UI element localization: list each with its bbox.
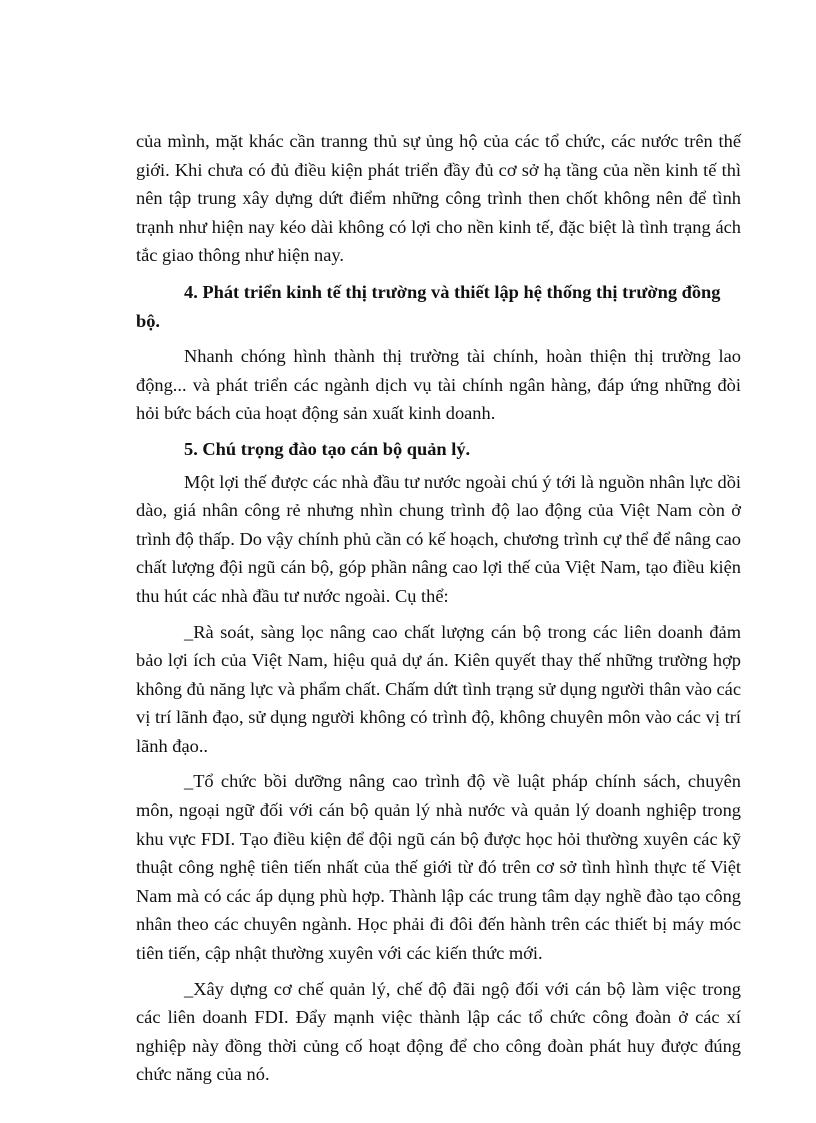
section-heading-4: 4. Phát triển kinh tế thị trường và thiết lập hệ thống thị trường đồng bộ. [136, 281, 721, 331]
bullet-review-staff: _Rà soát, sàng lọc nâng cao chất lượng cán bộ trong các liên doanh đảm bảo lợi ích của Việt Nam, hiệu quả dự án. Kiên quyết thay thế những trường hợp không đủ năng lực và phẩm chất. Chấm dứt tình trạng sử dụng người thân vào các vị trí lãnh đạo, sử dụng người không có trình độ, không chuyên môn vào các vị trí lãnh đạo.. [136, 621, 741, 756]
paragraph-continued: của mình, mặt khác cần tranng thủ sự ủng hộ của các tổ chức, các nước trên thế giới. Khi chưa có đủ điều kiện phát triển đầy đủ cơ sở hạ tầng của nền kinh tế thì nên tập trung xây dựng dứt điểm những công trình then chốt không nên để tình trạnh như hiện nay kéo dài không có lợi cho nền kinh tế, đặc biệt là tình trạng ách tắc giao thông như hiện nay. [136, 131, 741, 266]
document-page [136, 127, 741, 1096]
bullet-training-programs: _Tổ chức bồi dưỡng nâng cao trình độ về luật pháp chính sách, chuyên môn, ngoại ngữ đối với cán bộ quản lý nhà nước và quản lý doanh nghiệp trong khu vực FDI. Tạo điều kiện để đội ngũ cán bộ được học hỏi thường xuyên các kỹ thuật công nghệ tiên tiến nhất của thế giới từ đó trên cơ sở tình hình thực tế Việt Nam mà có các áp dụng phù hợp. Thành lập các trung tâm dạy nghề đào tạo công nhân theo các chuyên ngành. Học phải đi đôi đến hành trên các thiết bị máy móc tiên tiến, cập nhật thường xuyên với các kiến thức mới. [136, 771, 741, 964]
paragraph-market-development: Nhanh chóng hình thành thị trường tài chính, hoàn thiện thị trường lao động... và phát triển các ngành dịch vụ tài chính ngân hàng, đáp ứng những đòi hỏi bức bách của hoạt động sản xuất kinh doanh. [136, 346, 741, 424]
bullet-management-mechanism: _Xây dựng cơ chế quản lý, chế độ đãi ngộ đối với cán bộ làm việc trong các liên doanh FDI. Đẩy mạnh việc thành lập các tổ chức công đoàn ở các xí nghiệp này đồng thời củng cố hoạt động để cho công đoàn phát huy được đúng chức năng của nó. [136, 978, 741, 1085]
paragraph-management-training: Một lợi thế được các nhà đầu tư nước ngoài chú ý tới là nguồn nhân lực dồi dào, giá nhân công rẻ nhưng nhìn chung trình độ lao động của Việt Nam còn ở trình độ thấp. Do vậy chính phủ cần có kế hoạch, chương trình cự thể để nâng cao chất lượng đội ngũ cán bộ, góp phần nâng cao lợi thế của Việt Nam, tạo điều kiện thu hút các nhà đầu tư nước ngoài. Cụ thể: [136, 471, 741, 606]
section-heading-5: 5. Chú trọng đào tạo cán bộ quản lý. [184, 438, 471, 459]
